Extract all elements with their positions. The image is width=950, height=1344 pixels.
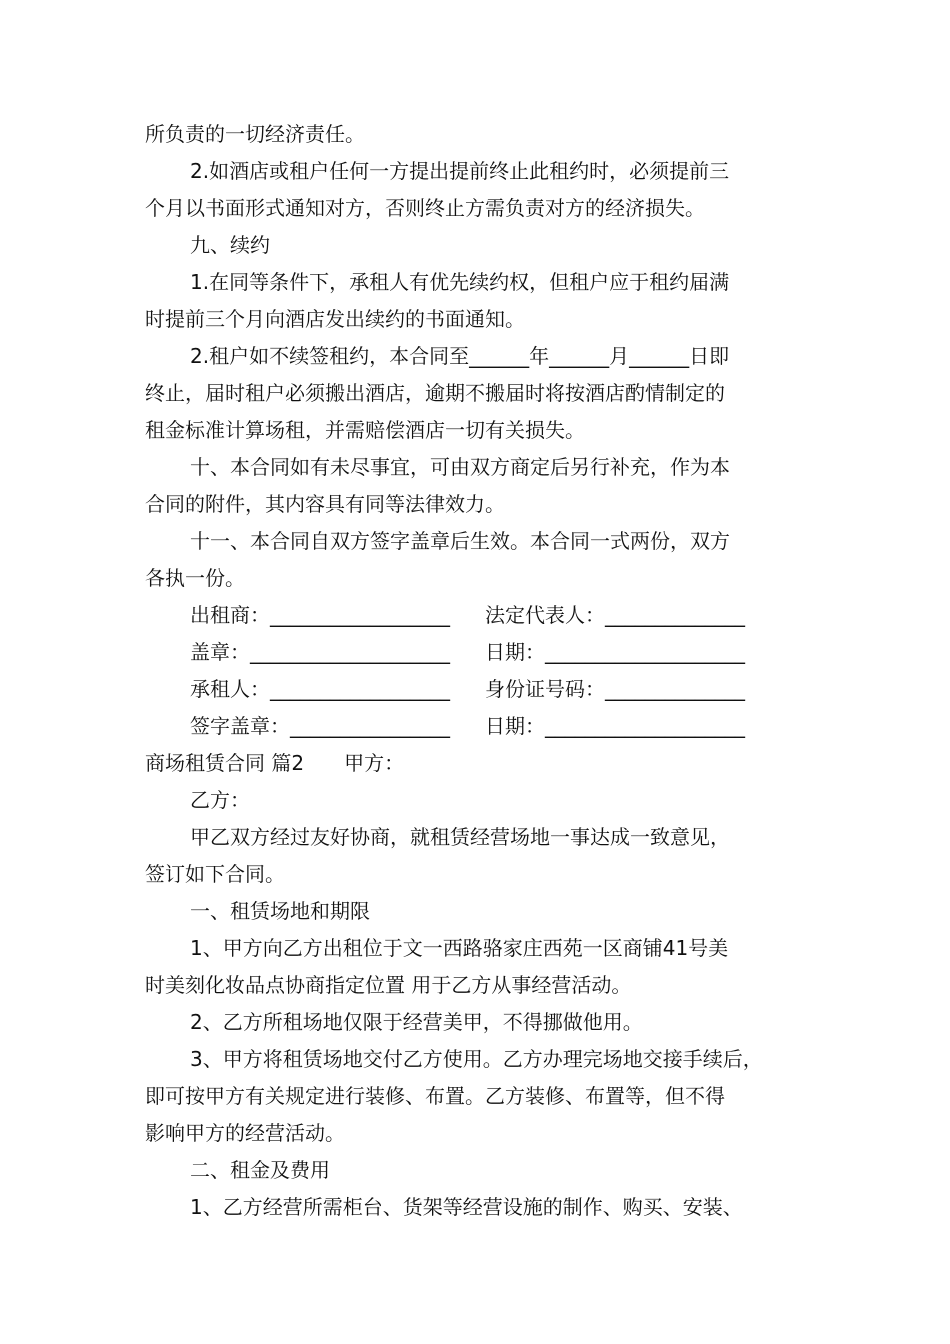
paragraph-line: 合同的附件，其内容具有同等法律效力。 (145, 492, 505, 516)
signature-row (145, 708, 810, 745)
signature-field-right: 日期：____________________ (485, 714, 745, 738)
document-body (145, 116, 810, 1226)
paragraph-line: 二、租金及费用 (190, 1158, 330, 1182)
signature-field-right: 日期：____________________ (485, 640, 745, 664)
paragraph-line: 时提前三个月向酒店发出续约的书面通知。 (145, 307, 525, 331)
contract-clauses-part2 (145, 782, 810, 1226)
signature-field-right: 身份证号码：______________ (485, 677, 745, 701)
paragraph-line: 时美刻化妆品点协商指定位置 用于乙方从事经营活动。 (145, 973, 632, 997)
paragraph-line: 3、甲方将租赁场地交付乙方使用。乙方办理完场地交接手续后， (190, 1047, 763, 1071)
signature-field-left: 签字盖章：________________ (190, 714, 450, 738)
paragraph-line: 1、甲方向乙方出租位于文一西路骆家庄西苑一区商铺41号美 (190, 936, 729, 960)
paragraph-line: 九、续约 (190, 233, 270, 257)
paragraph-line: 2.租户如不续签租约，本合同至______年______月______日即 (190, 344, 730, 368)
signature-block (145, 597, 810, 745)
paragraph-line: 2、乙方所租场地仅限于经营美甲，不得挪做他用。 (190, 1010, 643, 1034)
signature-row (145, 634, 810, 671)
paragraph-line: 甲乙双方经过友好协商，就租赁经营场地一事达成一致意见， (190, 825, 730, 849)
paragraph-line: 乙方： (190, 788, 250, 812)
signature-field-left: 盖章：____________________ (190, 640, 450, 664)
signature-field-left: 出租商：__________________ (190, 603, 450, 627)
paragraph-line: 一、租赁场地和期限 (190, 899, 370, 923)
paragraph-line: 各执一份。 (145, 566, 245, 590)
party-a-label: 甲方： (344, 751, 405, 775)
paragraph-line: 终止，届时租户必须搬出酒店，逾期不搬届时将按酒店酌情制定的 (145, 381, 725, 405)
paragraph-line: 2.如酒店或租户任何一方提出提前终止此租约时，必须提前三 (190, 159, 730, 183)
section-title: 商场租赁合同 篇2 (145, 751, 305, 775)
paragraph-line: 十、本合同如有未尽事宜，可由双方商定后另行补充，作为本 (190, 455, 730, 479)
paragraph-line: 即可按甲方有关规定进行装修、布置。乙方装修、布置等，但不得 (145, 1084, 725, 1108)
section-heading-line (145, 745, 810, 782)
paragraph-line: 1、乙方经营所需柜台、货架等经营设施的制作、购买、安装、 (190, 1195, 743, 1219)
paragraph-line: 1.在同等条件下，承租人有优先续约权，但租户应于租约届满 (190, 270, 730, 294)
signature-row (145, 671, 810, 708)
contract-clauses-part1 (145, 116, 810, 597)
paragraph-line: 影响甲方的经营活动。 (145, 1121, 345, 1145)
signature-field-left: 承租人：__________________ (190, 677, 450, 701)
paragraph-line: 所负责的一切经济责任。 (145, 122, 365, 146)
paragraph-line: 租金标准计算场租，并需赔偿酒店一切有关损失。 (145, 418, 585, 442)
signature-field-right: 法定代表人：______________ (485, 603, 745, 627)
paragraph-line: 签订如下合同。 (145, 862, 285, 886)
paragraph-line: 个月以书面形式通知对方，否则终止方需负责对方的经济损失。 (145, 196, 705, 220)
paragraph-line: 十一、本合同自双方签字盖章后生效。本合同一式两份，双方 (190, 529, 730, 553)
signature-row (145, 597, 810, 634)
